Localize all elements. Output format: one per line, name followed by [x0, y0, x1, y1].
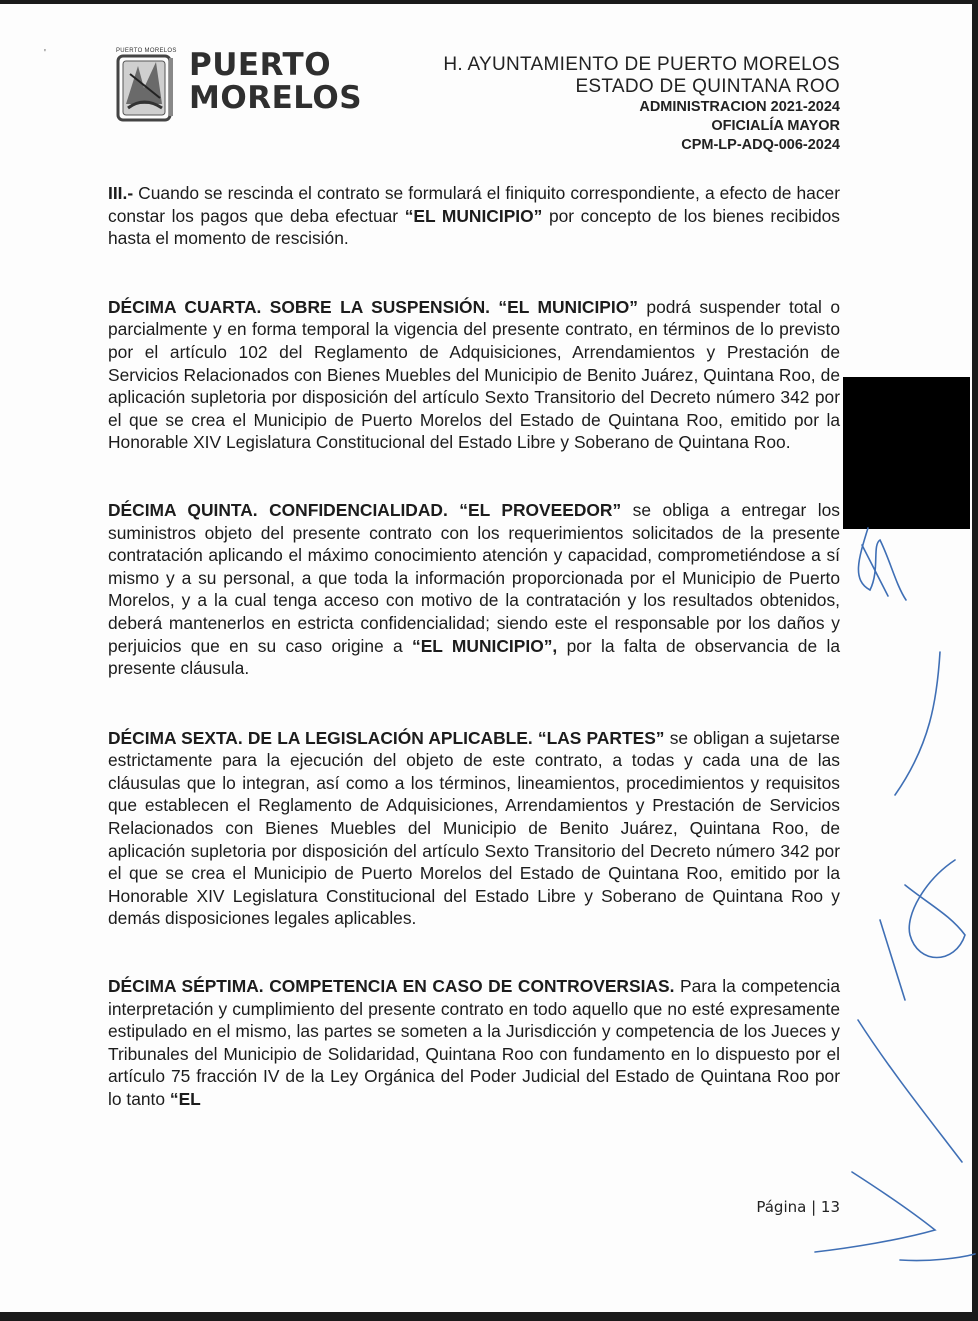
clause-decima-quinta: [108, 499, 840, 680]
clause-text: se obligan a sujetarse estrictamente para la ejecución del objeto de este contrato, a todas y cada una de las cláusulas que lo integran, así como a los términos, lineamientos, procedimientos y requisitos que establecen el Reglamento de Adquisiciones, Arrendamientos y Prestación de Servicios Relacionados con Bienes Muebles del Municipio de Benito Juárez, Quintana Roo, de aplicación supletoria por disposición del artículo Sexto Transitorio del Decreto número 342 por el que se crea el Municipio de Puerto Morelos del Estado de Quintana Roo, emitido por la Honorable XIV Legislatura Constitucional del Estado Libre y Soberano de Quintana Roo y demás disposiciones legales aplicables.: [108, 727, 840, 929]
redaction-box: [843, 377, 970, 529]
page-number: Página | 13: [756, 1198, 840, 1216]
logo-word-morelos: MORELOS: [189, 80, 363, 116]
clause-heading: DÉCIMA SEXTA. DE LA LEGISLACIÓN APLICABLE. “LAS PARTES”: [108, 727, 665, 748]
clause-text: Para la competencia interpretación y cumplimiento del presente contrato en todo aquello que no esté expresamente estipulado en el mismo, las partes se someten a la Jurisdicción y competencia de los Jueces y Tribunales del Municipio de Solidaridad, Quintana Roo con fundamento en lo dispuesto por el artículo 75 fracción IV de la Ley Orgánica del Poder Judicial del Estado de Quintana Roo por lo tanto: [108, 976, 840, 1109]
paragraph-text: por concepto de los bienes recibidos hasta el momento de rescisión.: [108, 205, 840, 249]
clause-text: se obliga a entregar los suministros objeto del presente contrato con los requerimientos solicitados de la presente contratación aplicando el máximo conocimiento atención y capacidad, comprometiéndose a sí mismo y a su personal, a que toda la información proporcionada por el Municipio de Puerto Morelos, y a la cual tenga acceso con motivo de la contratación y los resultados obtenidos, deberá mantenerlos en estricta confidencialidad; siendo este el responsable por los daños y perjuicios que en su caso origine a: [108, 499, 840, 656]
document-body: [108, 182, 840, 1111]
document-header: [443, 54, 840, 155]
header-administracion: ADMINISTRACION 2021-2024: [639, 99, 840, 115]
header-oficialia: OFICIALÍA MAYOR: [711, 118, 840, 134]
logo-word-puerto: PUERTO: [189, 47, 332, 83]
municipality-logo: [116, 48, 366, 128]
clause-heading: DÉCIMA CUARTA. SOBRE LA SUSPENSIÓN. “EL MUNICIPIO”: [108, 296, 638, 317]
clause-bold-term: “EL: [169, 1089, 201, 1109]
coat-of-arms-emblem: [116, 48, 178, 124]
paragraph-heading: III.-: [108, 183, 134, 203]
header-estado: ESTADO DE QUINTANA ROO: [575, 76, 840, 97]
clause-bold-term: “EL MUNICIPIO”,: [412, 635, 558, 656]
clause-decima-septima: [108, 975, 840, 1111]
scan-speck: ': [44, 48, 46, 59]
clause-decima-cuarta: [108, 296, 840, 454]
clause-text: podrá suspender total o parcialmente y en forma temporal la vigencia del presente contrato, en términos de lo previsto por el artículo 102 del Reglamento de Adquisiciones, Arrendamientos y Prestación de Servicios Relacionados con Bienes Muebles del Municipio de Benito Juárez, Quintana Roo, de aplicación supletoria por disposición del artículo Sexto Transitorio del Decreto número 342 por el que se crea el Municipio de Puerto Morelos del Estado de Quintana Roo, emitido por la Honorable XIV Legislatura Constitucional del Estado Libre y Soberano de Quintana Roo.: [108, 296, 840, 453]
paragraph-text: Cuando se rescinda el contrato se formulará el finiquito correspondiente, a efecto de hacer constar los pagos que deba efectuar: [108, 183, 840, 226]
clause-heading: DÉCIMA QUINTA. CONFIDENCIALIDAD. “EL PROVEEDOR”: [108, 499, 622, 520]
document-page: [0, 4, 972, 1312]
clause-decima-sexta: [108, 727, 840, 930]
paragraph-bold-term: “EL MUNICIPIO”: [404, 205, 543, 226]
logo-small-caption: PUERTO MORELOS: [116, 48, 177, 54]
clause-heading: DÉCIMA SÉPTIMA. COMPETENCIA EN CASO DE CONTROVERSIAS.: [108, 976, 675, 997]
header-ayuntamiento: H. AYUNTAMIENTO DE PUERTO MORELOS: [443, 54, 840, 75]
paragraph-rescision: [108, 182, 840, 250]
header-folio: CPM-LP-ADQ-006-2024: [681, 137, 840, 153]
clause-text: por la falta de observancia de la presente cláusula.: [108, 635, 840, 679]
